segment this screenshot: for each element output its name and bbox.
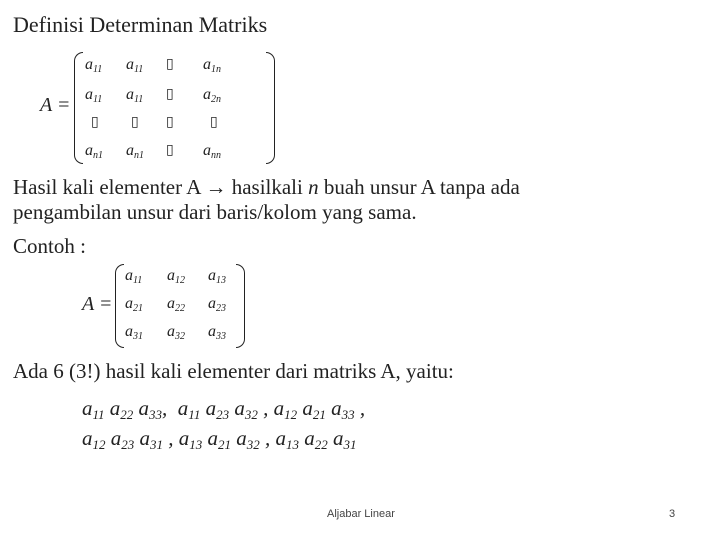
matrix-cell: $a_{11}$ (126, 56, 144, 75)
matrix-cell-placeholder: ▯ (166, 115, 174, 130)
example-label: Contoh : (13, 234, 86, 258)
matrix-cell-placeholder: ▯ (91, 115, 99, 130)
slide-title: Definisi Determinan Matriks (13, 12, 268, 37)
matrix-right-bracket (266, 52, 275, 164)
matrix-cell: $a_{nn}$ (203, 142, 221, 161)
matrix-cell: $a_{1n}$ (203, 56, 221, 75)
paragraph-line: Ada 6 (3!) hasil kali elementer dari matriks A, yaitu: (13, 359, 454, 383)
matrix-cell: $a_{31}$ (125, 323, 143, 342)
matrix-lhs: A = (40, 94, 71, 116)
matrix-cell: $a_{12}$ (167, 267, 185, 286)
matrix-cell: $a_{11}$ (85, 86, 103, 105)
matrix-cell: $a_{22}$ (167, 295, 185, 314)
matrix-cell: $a_{11}$ (125, 267, 143, 286)
para1-text-b: hasilkali n buah unsur A tanpa ada (226, 175, 520, 199)
matrix-right-bracket (236, 264, 245, 348)
general-matrix (40, 50, 260, 165)
page-number: 3 (669, 508, 676, 520)
matrix-cell: $a_{23}$ (208, 295, 226, 314)
paragraph-line (13, 175, 520, 200)
footer-title: Aljabar Linear (327, 508, 395, 520)
matrix-left-bracket (74, 52, 83, 164)
matrix-cell-placeholder: ▯ (210, 115, 218, 130)
products-line: $a_{12}$ $a_{23}$ $a_{31}$ , $a_{13}$ $a_{21}$ $a_{32}$ , $a_{13}$ $a_{22}$ $a_{31}$ (82, 426, 357, 452)
matrix-cell: $a_{33}$ (208, 323, 226, 342)
matrix-cell: $a_{n1}$ (85, 142, 103, 161)
matrix-cell: $a_{21}$ (125, 295, 143, 314)
products-line: $a_{11}$ $a_{22}$ $a_{33}$, $a_{11}$ $a_{23}$ $a_{32}$ , $a_{12}$ $a_{21}$ $a_{33}$ , (82, 396, 366, 422)
matrix-lhs: A = (82, 293, 113, 315)
matrix-cell: $a_{2n}$ (203, 86, 221, 105)
matrix-left-bracket (115, 264, 124, 348)
matrix-cell-placeholder: ▯ (166, 57, 174, 72)
arrow-right-icon: → (205, 175, 227, 199)
paragraph-line: pengambilan unsur dari baris/kolom yang sama. (13, 200, 417, 224)
matrix-cell: $a_{n1}$ (126, 142, 144, 161)
matrix-cell: $a_{13}$ (208, 267, 226, 286)
matrix-cell: $a_{32}$ (167, 323, 185, 342)
matrix-cell-placeholder: ▯ (166, 87, 174, 102)
matrix-cell-placeholder: ▯ (166, 143, 174, 158)
example-matrix (82, 262, 252, 350)
matrix-cell: $a_{11}$ (85, 56, 103, 75)
para1-text-a: Hasil kali elementer A (13, 175, 206, 199)
matrix-cell-placeholder: ▯ (131, 115, 139, 130)
matrix-cell: $a_{11}$ (126, 86, 144, 105)
